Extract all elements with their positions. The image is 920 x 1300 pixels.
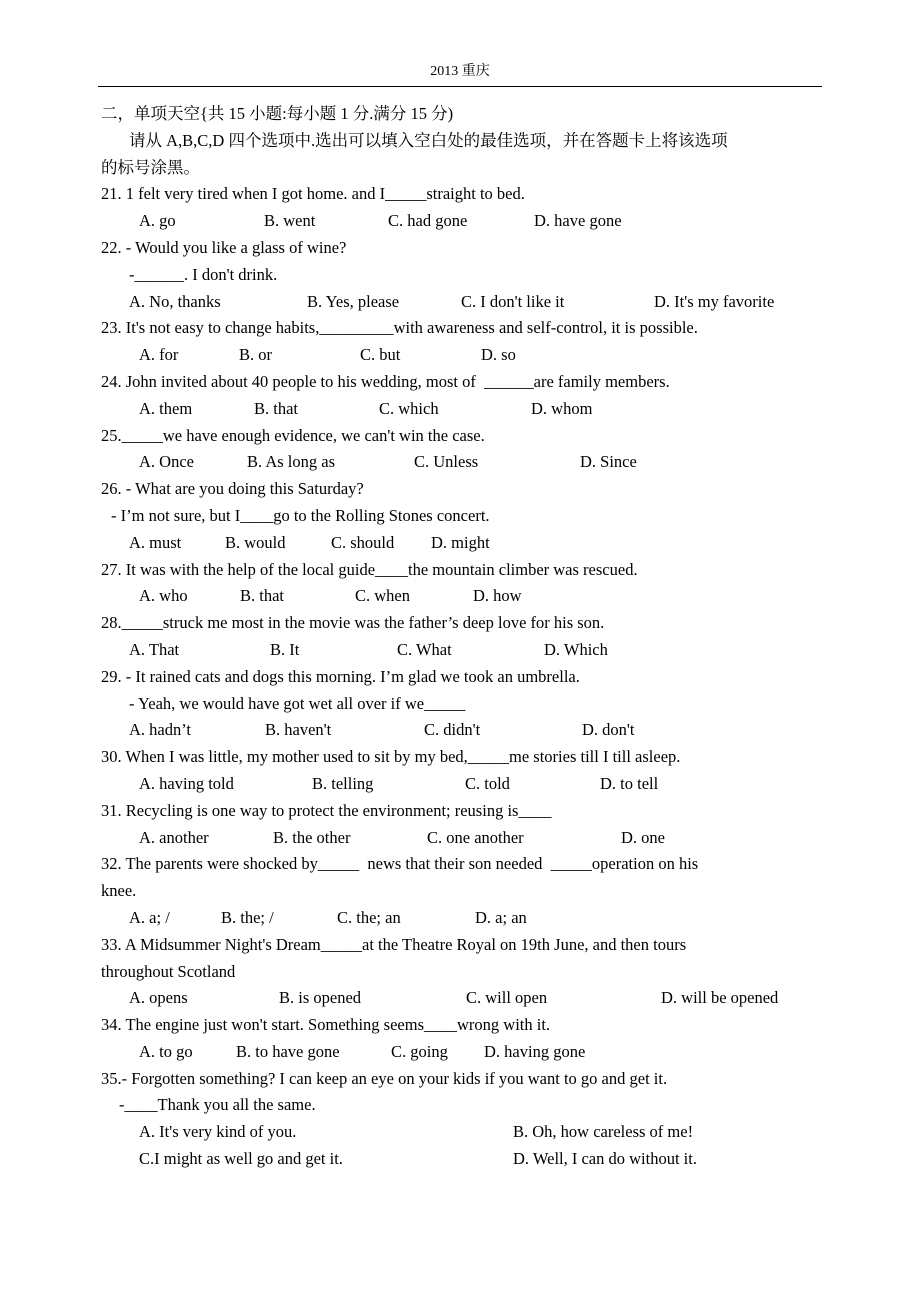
- question-22-response: -______. I don't drink.: [129, 264, 278, 284]
- option-a: A. to go: [139, 1041, 193, 1061]
- option-d: D. whom: [531, 398, 593, 418]
- options-25: [101, 449, 821, 476]
- option-d: D. a; an: [475, 907, 527, 927]
- options-22: [101, 289, 821, 316]
- option-b: B. Yes, please: [307, 291, 400, 311]
- question-23: 23. It's not easy to change habits,_________with awareness and self-control, it is possible.: [101, 318, 698, 338]
- option-a: A. for: [139, 345, 179, 365]
- option-c: C. didn't: [424, 720, 481, 740]
- option-c: C. had gone: [388, 211, 468, 231]
- question-29-response: - Yeah, we would have got wet all over if we_____: [129, 693, 466, 713]
- option-d: D. Since: [580, 452, 637, 472]
- option-a: A. them: [139, 398, 193, 418]
- option-c: C. the; an: [337, 907, 401, 927]
- question-26-response: - I’m not sure, but I____go to the Rolling Stones concert.: [111, 505, 490, 525]
- option-b: B. that: [254, 398, 298, 418]
- question-28: 28._____struck me most in the movie was the father’s deep love for his son.: [101, 613, 605, 633]
- option-a: A. another: [139, 827, 209, 847]
- option-b: B. haven't: [265, 720, 332, 740]
- options-30: [101, 771, 821, 798]
- options-28: [101, 637, 821, 664]
- option-b: B. would: [225, 532, 286, 552]
- option-d: D. having gone: [484, 1041, 586, 1061]
- option-b: B. the other: [273, 827, 351, 847]
- option-a: A. opens: [129, 988, 188, 1008]
- question-33: 33. A Midsummer Night's Dream_____at the Theatre Royal on 19th June, and then tours: [101, 934, 687, 954]
- options-34: [101, 1039, 821, 1066]
- option-c: C. which: [379, 398, 439, 418]
- option-d: D. how: [473, 586, 522, 606]
- section-instruction: 请从 A,B,C,D 四个选项中.选出可以填入空白处的最佳选项，并在答题卡上将该选项: [129, 130, 728, 150]
- question-30: 30. When I was little, my mother used to sit by my bed,_____me stories till I till asleep.: [101, 747, 681, 767]
- option-d: D. to tell: [600, 773, 659, 793]
- question-25: 25._____we have enough evidence, we can't win the case.: [101, 425, 485, 445]
- option-d: D. Well, I can do without it.: [513, 1149, 697, 1169]
- question-32: 32. The parents were shocked by_____ news that their son needed _____operation on his: [101, 854, 699, 874]
- option-b: B. telling: [312, 773, 374, 793]
- options-24: [101, 396, 821, 423]
- option-a: A. It's very kind of you.: [139, 1122, 297, 1142]
- option-c: C. will open: [466, 988, 548, 1008]
- options-35-row1: [101, 1119, 821, 1146]
- option-a: A. No, thanks: [129, 291, 221, 311]
- question-21: 21. 1 felt very tired when I got home. and I_____straight to bed.: [101, 184, 525, 204]
- exam-section: [101, 101, 821, 1173]
- option-a: A. must: [129, 532, 182, 552]
- question-33-cont: throughout Scotland: [101, 961, 236, 981]
- question-26: 26. - What are you doing this Saturday?: [101, 479, 364, 499]
- options-35-row2: [101, 1146, 821, 1173]
- options-27: [101, 583, 821, 610]
- option-c: C. one another: [427, 827, 524, 847]
- option-c: C. when: [355, 586, 410, 606]
- option-b: B. is opened: [279, 988, 362, 1008]
- options-23: [101, 342, 821, 369]
- question-27: 27. It was with the help of the local guide____the mountain climber was rescued.: [101, 559, 638, 579]
- options-32: [101, 905, 821, 932]
- question-35-response: -____Thank you all the same.: [119, 1095, 316, 1115]
- option-d: D. don't: [582, 720, 635, 740]
- option-c: C. I don't like it: [461, 291, 565, 311]
- option-d: D. so: [481, 345, 516, 365]
- option-c: C. going: [391, 1041, 448, 1061]
- page-header: 2013 重庆: [430, 64, 490, 79]
- options-26: [101, 530, 821, 557]
- section-instruction-cont: 的标号涂黑。: [101, 157, 200, 177]
- option-b: B. Oh, how careless of me!: [513, 1122, 694, 1142]
- option-b: B. to have gone: [236, 1041, 340, 1061]
- options-29: [101, 717, 821, 744]
- option-a: A. That: [129, 639, 180, 659]
- option-d: D. might: [431, 532, 490, 552]
- option-d: D. will be opened: [661, 988, 779, 1008]
- option-d: D. one: [621, 827, 665, 847]
- option-a: A. go: [139, 211, 176, 231]
- option-b: B. It: [270, 639, 300, 659]
- options-21: [101, 208, 821, 235]
- option-d: D. have gone: [534, 211, 622, 231]
- option-b: B. that: [240, 586, 284, 606]
- option-d: D. Which: [544, 639, 608, 659]
- question-22: 22. - Would you like a glass of wine?: [101, 237, 347, 257]
- option-b: B. went: [264, 211, 316, 231]
- option-b: B. the; /: [221, 907, 274, 927]
- question-29: 29. - It rained cats and dogs this morning. I’m glad we took an umbrella.: [101, 666, 580, 686]
- option-d: D. It's my favorite: [654, 291, 775, 311]
- option-a: A. a; /: [129, 907, 170, 927]
- option-b: B. As long as: [247, 452, 336, 472]
- option-b: B. or: [239, 345, 272, 365]
- option-a: A. hadn’t: [129, 720, 192, 740]
- header-rule: [98, 86, 822, 87]
- question-34: 34. The engine just won't start. Something seems____wrong with it.: [101, 1015, 551, 1035]
- section-title: 二，单项天空{共 15 小题:每小题 1 分.满分 15 分): [101, 104, 454, 123]
- question-32-cont: knee.: [101, 881, 137, 901]
- option-c: C. What: [397, 639, 452, 659]
- option-c: C. told: [465, 773, 510, 793]
- question-35: 35.- Forgotten something? I can keep an eye on your kids if you want to go and get it.: [101, 1068, 668, 1088]
- option-c: C. Unless: [414, 452, 479, 472]
- option-a: A. Once: [139, 452, 194, 472]
- option-c: C. should: [331, 532, 395, 552]
- options-33: [101, 985, 821, 1012]
- option-a: A. having told: [139, 773, 234, 793]
- option-c: C.I might as well go and get it.: [139, 1149, 343, 1169]
- question-24: 24. John invited about 40 people to his wedding, most of ______are family members.: [101, 371, 670, 391]
- option-c: C. but: [360, 345, 401, 365]
- question-31: 31. Recycling is one way to protect the environment; reusing is____: [101, 800, 552, 820]
- options-31: [101, 825, 821, 852]
- option-a: A. who: [139, 586, 188, 606]
